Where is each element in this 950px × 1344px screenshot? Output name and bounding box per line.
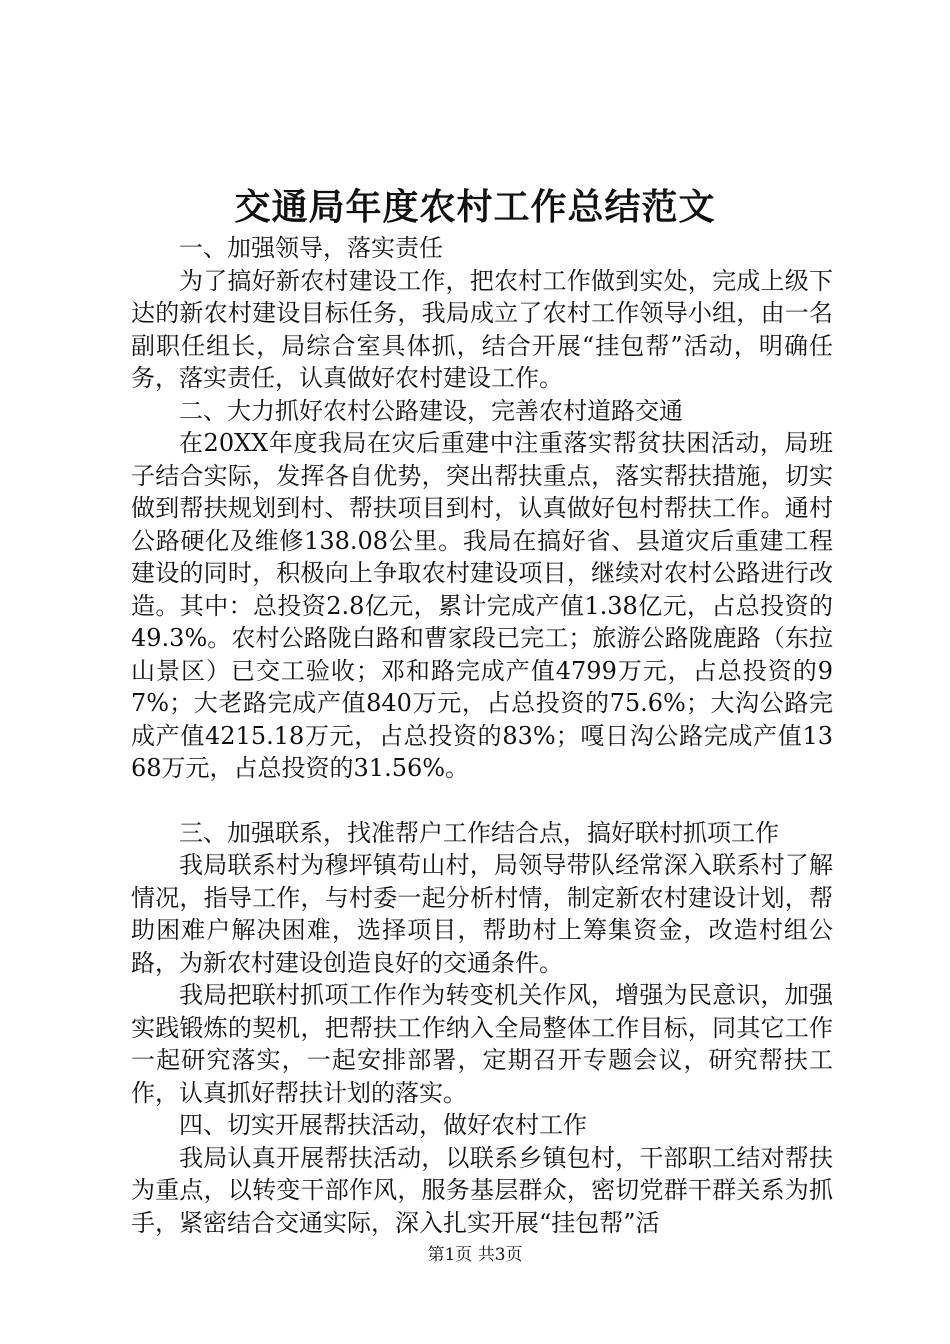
document-title: 交通局年度农村工作总结范文 [234, 186, 716, 228]
page-number-footer: 第1页 共3页 [427, 1245, 523, 1265]
paragraph: 为了搞好新农村建设工作，把农村工作做到实处，完成上级下达的新农村建设目标任务，我局成立了农村工作领导小组，由一名副职任组长，局综合室具体抓，结合开展“挂包帮”活动，明确任务，落实责任，认真做好农村建设工作。 [131, 266, 833, 392]
section-heading-4: 四、切实开展帮扶活动，做好农村工作 [179, 1111, 587, 1139]
paragraph: 我局认真开展帮扶活动，以联系乡镇包村，干部职工结对帮扶为重点，以转变干部作风，服务基层群众，密切党群干群关系为抓手，紧密结合交通实际，深入扎实开展“挂包帮”活 [131, 1143, 833, 1237]
paragraph: 在20XX年度我局在灾后重建中注重落实帮贫扶困活动，局班子结合实际，发挥各自优势，突出帮扶重点，落实帮扶措施，切实做到帮扶规划到村、帮扶项目到村，认真做好包村帮扶工作。通村公路硬化及维修138.08公里。我局在搞好省、县道灾后重建工程建设的同时，积极向上争取农村建设项目，继续对农村公路进行改造。其中：总投资2.8亿元，累计完成产值1.38亿元，占总投资的49.3%。农村公路陇白路和曹家段已完工；旅游公路陇鹿路（东拉山景区）已交工验收；邓和路完成产值4799万元，占总投资的97%；大老路完成产值840万元，占总投资的75.6%；大沟公路完成产值4215.18万元，占总投资的83%；嘎日沟公路完成产值1368万元，占总投资的31.56%。 [131, 429, 833, 782]
paragraph: 我局联系村为穆坪镇苟山村，局领导带队经常深入联系村了解情况，指导工作，与村委一起分析村情，制定新农村建设计划，帮助困难户解决困难，选择项目，帮助村上筹集资金，改造村组公路，为新农村建设创造良好的交通条件。 [131, 851, 833, 977]
paragraph: 我局把联村抓项工作作为转变机关作风，增强为民意识，加强实践锻炼的契机，把帮扶工作纳入全局整体工作目标，同其它工作一起研究落实，一起安排部署，定期召开专题会议，研究帮扶工作，认真抓好帮扶计划的落实。 [131, 981, 833, 1107]
section-heading-3: 三、加强联系，找准帮户工作结合点，搞好联村抓项工作 [179, 818, 779, 847]
section-heading-1: 一、加强领导，落实责任 [179, 234, 443, 262]
section-heading-2: 二、大力抓好农村公路建设，完善农村道路交通 [179, 396, 683, 425]
document-body [131, 232, 833, 1239]
